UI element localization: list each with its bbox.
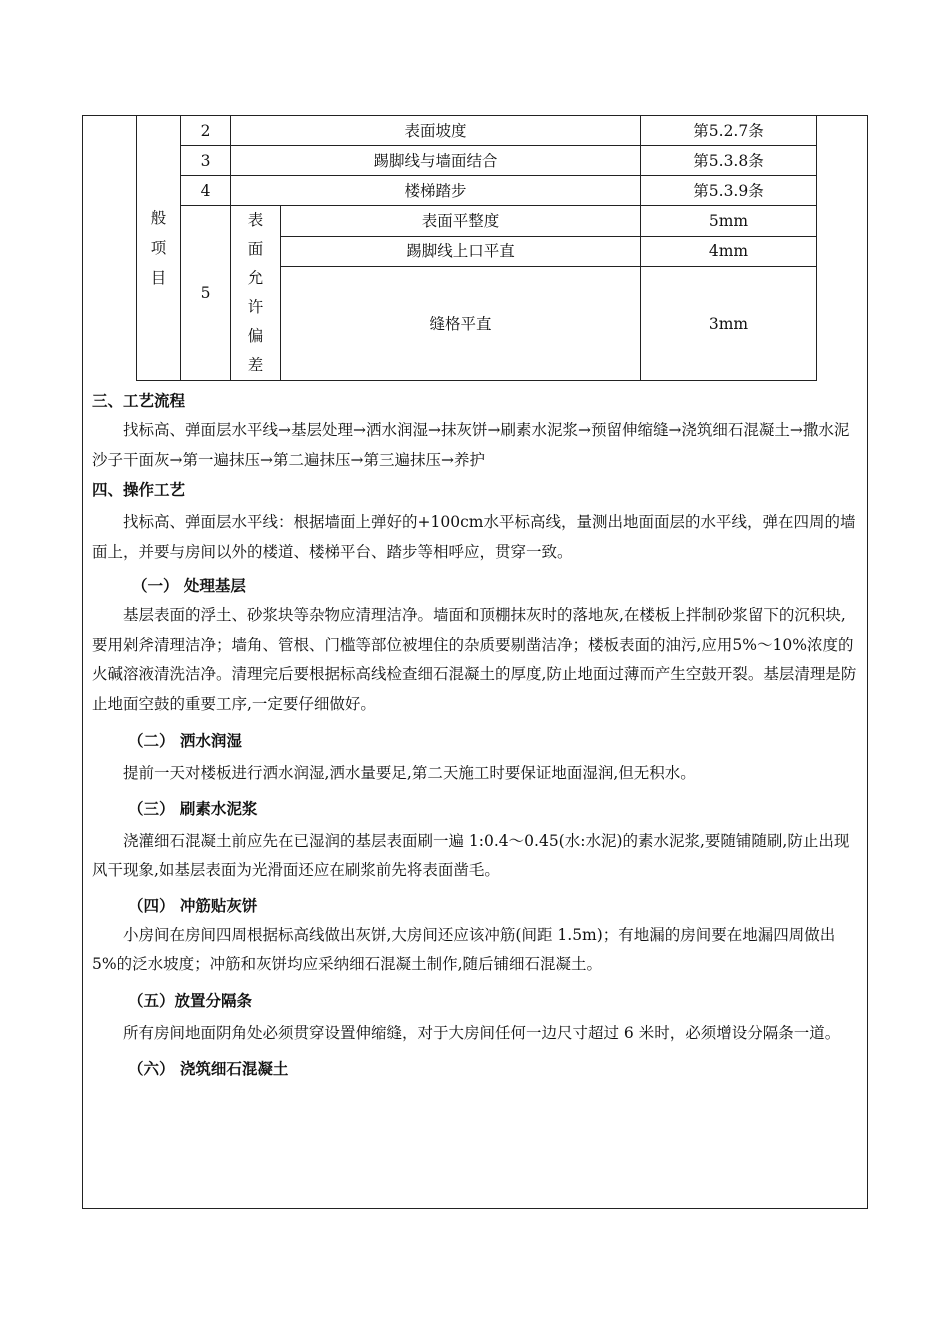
content-body: [92, 386, 860, 1084]
subsection-title: （四） 冲筋贴灰饼: [128, 896, 258, 915]
row-item: 表面坡度: [231, 116, 641, 146]
row-number: 2: [181, 116, 231, 146]
row-value: 3mm: [641, 267, 817, 381]
sub-label-cell: [231, 206, 281, 381]
row-item: 表面平整度: [281, 206, 641, 237]
section-text: 找标高、弹面层水平线→基层处理→洒水润湿→抹灰饼→刷素水泥浆→预留伸缩缝→浇筑细石混凝土→撒水泥沙子干面灰→第一遍抹压→第二遍抹压→第三遍抹压→养护: [92, 421, 850, 469]
row-value: 第5.3.8条: [641, 146, 817, 176]
subsection-title: （五）放置分隔条: [128, 991, 253, 1010]
subsection-text: 所有房间地面阴角处必须贯穿设置伸缩缝，对于大房间任何一边尺寸超过 6 米时，必须增设分隔条一道。: [123, 1023, 841, 1042]
section-text: 找标高、弹面层水平线：根据墙面上弹好的+100cm水平标高线，量测出地面面层的水平线，弹在四周的墙面上，并要与房间以外的楼道、楼梯平台、踏步等相呼应，贯穿一致。: [92, 513, 856, 561]
subsection-text: 提前一天对楼板进行洒水润湿,洒水量要足,第二天施工时要保证地面湿润,但无积水。: [123, 764, 696, 782]
table-row: [137, 116, 817, 146]
row-value: 第5.3.9条: [641, 176, 817, 206]
quality-table: [136, 115, 817, 381]
row-number: 5: [181, 206, 231, 381]
group-label-cell: [137, 116, 181, 381]
sub-label: 表面允许偏差: [247, 211, 264, 374]
subsection-title: （三） 刷素水泥浆: [128, 799, 258, 818]
row-item: 踢脚线上口平直: [281, 236, 641, 267]
row-value: 4mm: [641, 236, 817, 267]
row-number: 3: [181, 146, 231, 176]
table-row: [137, 176, 817, 206]
section-title: 三、工艺流程: [92, 392, 186, 410]
row-value: 第5.2.7条: [641, 116, 817, 146]
subsection-text: 浇灌细石混凝土前应先在已湿润的基层表面刷一遍 1:0.4～0.45(水:水泥)的素水泥浆,要随铺随刷,防止出现风干现象,如基层表面为光滑面还应在刷浆前先将表面凿毛。: [92, 831, 850, 879]
subsection-text: 基层表面的浮土、砂浆块等杂物应清理洁净。墙面和顶棚抹灰时的落地灰,在楼板上拌制砂浆留下的沉积块,要用剁斧清理洁净；墙角、管根、门槛等部位被埋住的杂质要剔凿洁净；楼板表面的油污,应用5%～10%浓度的火碱溶液清洗洁净。清理完后要根据标高线检查细石混凝土的厚度,防止地面过薄而产生空鼓开裂。基层清理是防止地面空鼓的重要工序,一定要仔细做好。: [92, 606, 857, 713]
group-label: 般项目: [150, 209, 167, 287]
subsection-text: 小房间在房间四周根据标高线做出灰饼,大房间还应该冲筋(间距 1.5m)；有地漏的房间要在地漏四周做出 5%的泛水坡度；冲筋和灰饼均应采纳细石混凝土制作,随后铺细石混凝土。: [92, 925, 836, 973]
subsection-title: （一） 处理基层: [132, 577, 246, 595]
subsection-title: （六） 浇筑细石混凝土: [128, 1060, 289, 1078]
row-item: 楼梯踏步: [231, 176, 641, 206]
row-value: 5mm: [641, 206, 817, 237]
table-row: [137, 206, 817, 237]
subsection-title: （二） 洒水润湿: [128, 732, 242, 750]
row-item: 缝格平直: [281, 267, 641, 381]
row-number: 4: [181, 176, 231, 206]
table-row: [137, 146, 817, 176]
row-item: 踢脚线与墙面结合: [231, 146, 641, 176]
section-title: 四、操作工艺: [92, 481, 186, 499]
